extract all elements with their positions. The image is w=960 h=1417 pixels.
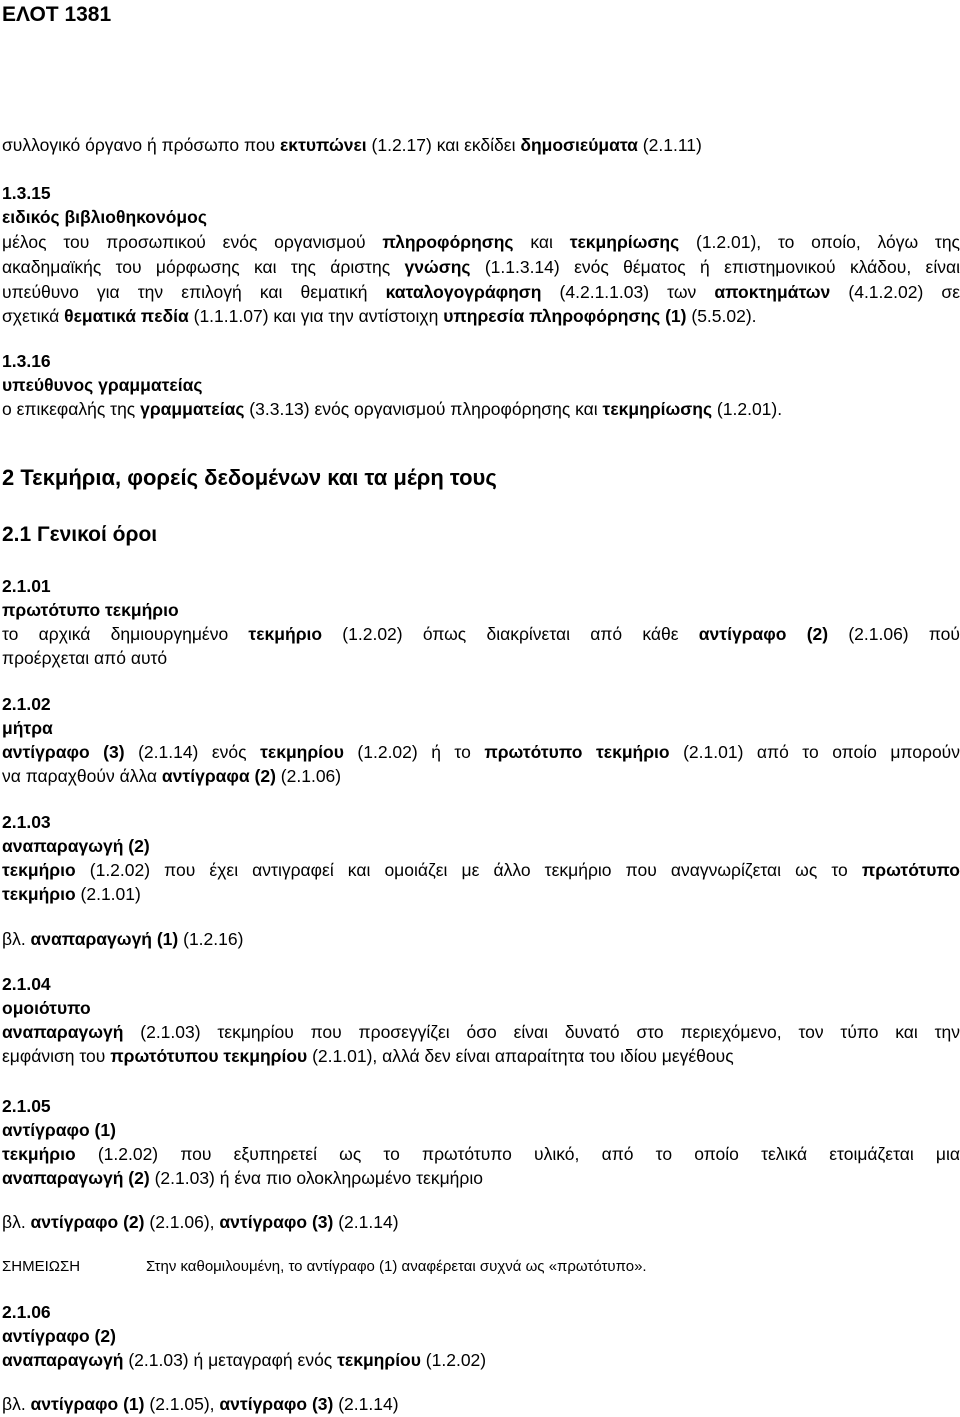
text-run: (2.1.06): [275, 766, 342, 786]
text-run: (1.2.01).: [712, 399, 783, 419]
text-run: (1.2.02) που εξυπηρετεί ως το πρωτότυπο υλικό, από το οποίο τελικά ετοιμάζεται μια: [75, 1144, 960, 1164]
term-reference: αποκτημάτων: [714, 282, 831, 302]
term-title: ομοιότυπο: [2, 998, 91, 1018]
term-reference: τεκμηρίωσης: [569, 232, 680, 252]
term-reference: τεκμήριο: [2, 1144, 76, 1164]
term-reference: δημοσιεύματα: [520, 135, 638, 155]
text-run: βλ.: [2, 1394, 31, 1414]
text-run: (2.1.01): [75, 884, 141, 904]
text-run: (1.2.16): [178, 929, 244, 949]
term-reference: τεκμήριο: [2, 860, 76, 880]
definition-line: [2, 304, 757, 328]
definition-line: [2, 740, 960, 764]
definition-line: [2, 230, 960, 254]
see-also: [2, 1392, 399, 1416]
term-reference: αντίγραφο (2): [30, 1212, 145, 1232]
text-run: (2.1.03) ή μεταγραφή ενός: [123, 1350, 338, 1370]
definition-line: [2, 858, 960, 882]
text-run: (1.2.02): [420, 1350, 487, 1370]
text-run: (2.1.06),: [144, 1212, 220, 1232]
see-also: [2, 1210, 399, 1234]
term-title: ειδικός βιβλιοθηκονόμος: [2, 207, 207, 227]
subsection-heading: 2.1 Γενικοί όροι: [2, 523, 158, 546]
text-run: βλ.: [2, 929, 31, 949]
term-reference: θεματικά πεδία: [64, 306, 189, 326]
term-title: υπεύθυνος γραμματείας: [2, 375, 203, 395]
text-run: (2.1.06) πού: [828, 624, 960, 644]
text-run: (2.1.14): [333, 1394, 399, 1414]
term-reference: υπηρεσία πληροφόρησης (1): [443, 306, 687, 326]
note-label: ΣΗΜΕΙΩΣΗ: [2, 1258, 81, 1275]
term-title: αναπαραγωγή (2): [2, 836, 150, 856]
term-number: 1.3.16: [2, 351, 51, 371]
term-number: 2.1.05: [2, 1096, 51, 1116]
term-title: πρωτότυπο τεκμήριο: [2, 600, 179, 620]
term-number: 2.1.04: [2, 974, 51, 994]
text-run: (2.1.03) τεκμηρίου που προσεγγίζει όσο είναι δυνατό στο περιεχόμενο, τον τύπο και την: [123, 1022, 960, 1042]
term-reference: εκτυπώνει: [280, 135, 367, 155]
term-number: 1.3.15: [2, 183, 51, 203]
definition-line: [2, 1020, 960, 1044]
text-run: και: [513, 232, 570, 252]
text-run: (2.1.14) ενός: [124, 742, 261, 762]
text-run: να παραχθούν άλλα: [2, 766, 162, 786]
term-reference: αναπαραγωγή (2): [2, 1168, 150, 1188]
definition-line: [2, 1044, 734, 1068]
term-reference: γραμματείας: [140, 399, 245, 419]
text-run: (1.2.02) ή το: [343, 742, 485, 762]
definition-line: [2, 622, 960, 646]
text-run: (5.5.02).: [686, 306, 757, 326]
definition-line: [2, 255, 960, 279]
term-reference: αντίγραφο (1): [30, 1394, 145, 1414]
term-reference: πληροφόρησης: [382, 232, 514, 252]
term-reference: τεκμηρίου: [260, 742, 344, 762]
term-reference: γνώσης: [404, 257, 471, 277]
text-run: ακαδημαϊκής του μόρφωσης και της άριστης: [2, 257, 405, 277]
text-run: ο επικεφαλής της: [2, 399, 141, 419]
intro-definition: [2, 133, 702, 157]
text-run: (2.1.05),: [144, 1394, 220, 1414]
text-run: (2.1.11): [637, 135, 702, 155]
term-reference: πρωτότυπου τεκμηρίου: [110, 1046, 308, 1066]
text-run: (3.3.13) ενός οργανισμού πληροφόρησης και: [244, 399, 603, 419]
text-run: (1.2.17) και εκδίδει: [366, 135, 521, 155]
term-reference: πρωτότυπο τεκμήριο: [484, 742, 670, 762]
term-title: μήτρα: [2, 718, 53, 738]
term-number: 2.1.06: [2, 1302, 51, 1322]
term-reference: αναπαραγωγή: [2, 1022, 124, 1042]
text-run: (1.2.02) που έχει αντιγραφεί και ομοιάζει με άλλο τεκμήριο που αναγνωρίζεται ως το: [75, 860, 862, 880]
definition-line: [2, 646, 167, 670]
term-reference: αντίγραφα (2): [161, 766, 276, 786]
see-also: [2, 927, 243, 951]
term-reference: αναπαραγωγή (1): [30, 929, 179, 949]
text-run: εμφάνιση του: [2, 1046, 111, 1066]
definition-line: [2, 397, 782, 421]
text-run: (2.1.01), αλλά δεν είναι απαραίτητα του ιδίου μεγέθους: [307, 1046, 734, 1066]
text-run: (1.1.3.14) ενός θέματος ή επιστημονικού κλάδου, είναι: [470, 257, 960, 277]
standard-header: ΕΛΟΤ 1381: [2, 3, 112, 26]
text-run: το αρχικά δημιουργημένο: [2, 624, 249, 644]
term-title: αντίγραφο (1): [2, 1120, 116, 1140]
text-run: (2.1.03) ή ένα πιο ολοκληρωμένο τεκμήριο: [149, 1168, 483, 1188]
term-reference: τεκμήριο: [2, 884, 76, 904]
term-reference: αντίγραφο (3): [219, 1212, 334, 1232]
text-run: (2.1.14): [333, 1212, 399, 1232]
section-heading: 2 Τεκμήρια, φορείς δεδομένων και τα μέρη τους: [2, 465, 497, 490]
definition-line: [2, 1142, 960, 1166]
text-run: υπεύθυνο για την επιλογή και θεματική: [2, 282, 386, 302]
text-run: βλ.: [2, 1212, 31, 1232]
term-number: 2.1.01: [2, 576, 51, 596]
text-run: σχετικά: [2, 306, 65, 326]
term-title: αντίγραφο (2): [2, 1326, 116, 1346]
definition-line: [2, 280, 960, 304]
term-reference: τεκμηρίου: [337, 1350, 421, 1370]
term-reference: αντίγραφο (3): [219, 1394, 334, 1414]
term-number: 2.1.02: [2, 694, 51, 714]
term-reference: τεκμηρίωσης: [602, 399, 713, 419]
term-reference: αντίγραφο (3): [2, 742, 125, 762]
text-run: (2.1.01) από το οποίο μπορούν: [669, 742, 960, 762]
text-run: συλλογικό όργανο ή πρόσωπο που: [2, 135, 280, 155]
term-reference: αντίγραφο (2): [698, 624, 829, 644]
text-run: (4.1.2.02) σε: [830, 282, 960, 302]
note-text: Στην καθομιλουμένη, το αντίγραφο (1) αναφέρεται συχνά ως «πρωτότυπο».: [146, 1258, 647, 1275]
term-reference: πρωτότυπο: [861, 860, 960, 880]
text-run: (1.2.02) όπως διακρίνεται από κάθε: [322, 624, 699, 644]
text-run: μέλος του προσωπικού ενός οργανισμού: [2, 232, 383, 252]
text-run: (1.1.1.07) και για την αντίστοιχη: [188, 306, 444, 326]
term-reference: καταλογογράφηση: [385, 282, 542, 302]
text-run: (1.2.01), το οποίο, λόγω της: [679, 232, 960, 252]
definition-line: [2, 1166, 483, 1190]
term-number: 2.1.03: [2, 812, 51, 832]
definition-line: [2, 1348, 486, 1372]
definition-line: [2, 882, 141, 906]
definition-line: [2, 764, 341, 788]
term-reference: αναπαραγωγή: [2, 1350, 124, 1370]
text-run: (4.2.1.1.03) των: [541, 282, 715, 302]
text-run: προέρχεται από αυτό: [2, 648, 168, 668]
term-reference: τεκμήριο: [248, 624, 323, 644]
